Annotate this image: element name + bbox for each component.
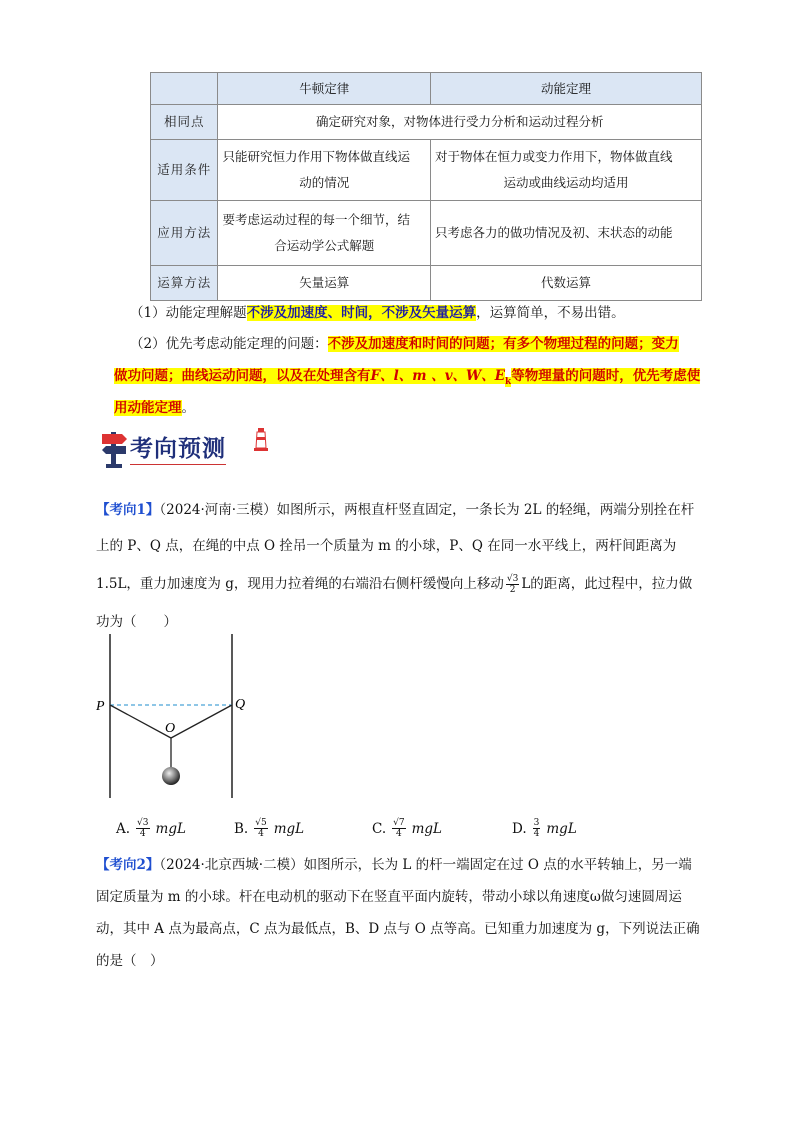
note-2	[130, 328, 706, 360]
answer-choices	[96, 818, 706, 846]
choice-num: √5	[255, 818, 267, 828]
label-Q: Q	[235, 697, 246, 712]
header-newton: 牛顿定律	[218, 73, 431, 105]
choice-d[interactable]	[512, 818, 577, 839]
note-2-line3	[114, 392, 704, 424]
row-label: 相同点	[151, 105, 218, 140]
choice-tail: mgL	[411, 820, 443, 837]
q1-fraction-num: √3	[506, 573, 519, 584]
label-O: O	[165, 721, 176, 736]
table-row	[151, 140, 702, 201]
table-row	[151, 105, 702, 140]
note-2-end: 。	[181, 400, 195, 416]
question-1	[96, 494, 706, 638]
choice-den: 4	[258, 829, 264, 839]
note-1-suffix: ，运算简单，不易出错。	[476, 305, 625, 321]
note-2-highlight-d: 用动能定理	[114, 400, 182, 416]
q1-fraction	[506, 574, 519, 595]
cell-line: 动的情况	[299, 175, 350, 190]
header-energy: 动能定理	[431, 73, 702, 105]
row-label: 适用条件	[151, 140, 218, 201]
q1-line4: 功为（ ）	[96, 614, 177, 630]
note-2-highlight-c: 等物理量的问题时，优先考虑使	[511, 368, 701, 384]
section-banner	[100, 424, 300, 474]
choice-fraction	[533, 818, 541, 839]
choice-fraction	[254, 818, 267, 839]
q2-line1	[96, 849, 706, 881]
choice-c[interactable]	[372, 818, 442, 839]
note-1-highlight: 不涉及加速度、时间，不涉及矢量运算	[246, 305, 477, 321]
note-2-symbols: F、l、m 、v、W、E	[370, 368, 505, 384]
table-row	[151, 201, 702, 266]
choice-den: 4	[139, 829, 146, 839]
choice-b[interactable]	[234, 818, 304, 839]
choice-letter: A.	[116, 820, 131, 837]
note-2-highlight-a: 不涉及加速度和时间的问题；有多个物理过程的问题；变力	[327, 336, 679, 352]
choice-a[interactable]	[116, 818, 186, 839]
q1-line2: 上的 P、Q 点，在绳的中点 O 拴吊一个质量为 m 的小球，P、Q 在同一水平线上，两杆间距离为	[96, 538, 677, 554]
cell-line: 运动或曲线运动均适用	[503, 175, 629, 190]
q2-line4: 的是（ ）	[96, 953, 164, 969]
table-cell	[218, 140, 431, 201]
q1-line3a: 1.5L，重力加速度为 g，现用力拉着绳的右端沿右侧杆缓慢向上移动	[96, 576, 504, 592]
choice-fraction	[136, 818, 149, 839]
q2-line3: 动，其中 A 点为最高点，C 点为最低点，B、D 点与 O 点等高。已知重力加速度为 g，下列说法正确	[96, 921, 700, 937]
q1-tag: 【考向1】	[96, 502, 160, 518]
choice-letter: C.	[372, 820, 387, 837]
choice-den: 4	[533, 829, 540, 839]
q1-line1-text: （2024·河南·三模）如图所示，两根直杆竖直固定，一条长为 2L 的轻绳，两端分别拴在杆	[159, 502, 695, 518]
note-2-highlight-b: 做功问题；曲线运动问题，以及在处理含有	[114, 368, 371, 384]
cell-line: 只考虑各力的做功情况及初、末状态的动能	[435, 225, 673, 240]
row-label: 运算方法	[151, 266, 218, 301]
table-cell: 矢量运算	[218, 266, 431, 301]
q2-line1-text: （2024·北京西城·二模）如图所示，长为 L 的杆一端固定在过 O 点的水平转轴上，另一端	[159, 857, 692, 873]
choice-num: √3	[137, 818, 149, 828]
note-1-prefix: （1）动能定理解题	[130, 305, 247, 321]
table-row	[151, 266, 702, 301]
choice-tail: mgL	[273, 820, 305, 837]
choice-letter: D.	[512, 820, 527, 837]
signpost-icon	[100, 426, 130, 470]
choice-num: 3	[533, 818, 540, 828]
table-header-row	[151, 73, 702, 105]
note-1	[130, 297, 720, 329]
note-2-subscript: k	[505, 376, 512, 387]
note-2-prefix: （2）优先考虑动能定理的问题：	[130, 336, 328, 352]
q1-line1	[96, 494, 706, 526]
question-2	[96, 849, 706, 977]
label-P: P	[96, 699, 105, 714]
choice-num: √7	[393, 818, 405, 828]
merged-cell: 确定研究对象，对物体进行受力分析和运动过程分析	[218, 105, 702, 140]
q1-fraction-den: 2	[509, 584, 516, 595]
q2-line2: 固定质量为 m 的小球。杆在电动机的驱动下在竖直平面内旋转，带动小球以角速度ω做匀速圆周运	[96, 889, 682, 905]
q1-line3	[96, 568, 706, 600]
table-cell: 代数运算	[431, 266, 702, 301]
choice-tail: mgL	[546, 820, 577, 837]
lighthouse-icon	[252, 426, 270, 452]
table-cell	[431, 140, 702, 201]
table-corner	[151, 73, 218, 105]
banner-underline	[130, 464, 226, 465]
cell-line: 对于物体在恒力或变力作用下，物体做直线	[435, 149, 673, 164]
table-cell	[218, 201, 431, 266]
choice-den: 4	[396, 829, 402, 839]
choice-letter: B.	[234, 820, 249, 837]
cell-line: 只能研究恒力作用下物体做直线运	[222, 149, 410, 164]
choice-fraction	[392, 818, 405, 839]
comparison-table	[150, 72, 702, 301]
banner-title: 考向预测	[130, 436, 226, 462]
q2-tag: 【考向2】	[96, 857, 160, 873]
row-label: 应用方法	[151, 201, 218, 266]
cell-line: 要考虑运动过程的每一个细节，结	[222, 212, 410, 227]
q1-line3b: L的距离，此过程中，拉力做	[521, 576, 693, 592]
choice-tail: mgL	[155, 820, 186, 837]
rope-ball-figure	[92, 626, 262, 806]
cell-line: 合运动学公式解题	[274, 238, 375, 253]
table-cell	[431, 201, 702, 266]
rope-diagram	[92, 626, 262, 806]
